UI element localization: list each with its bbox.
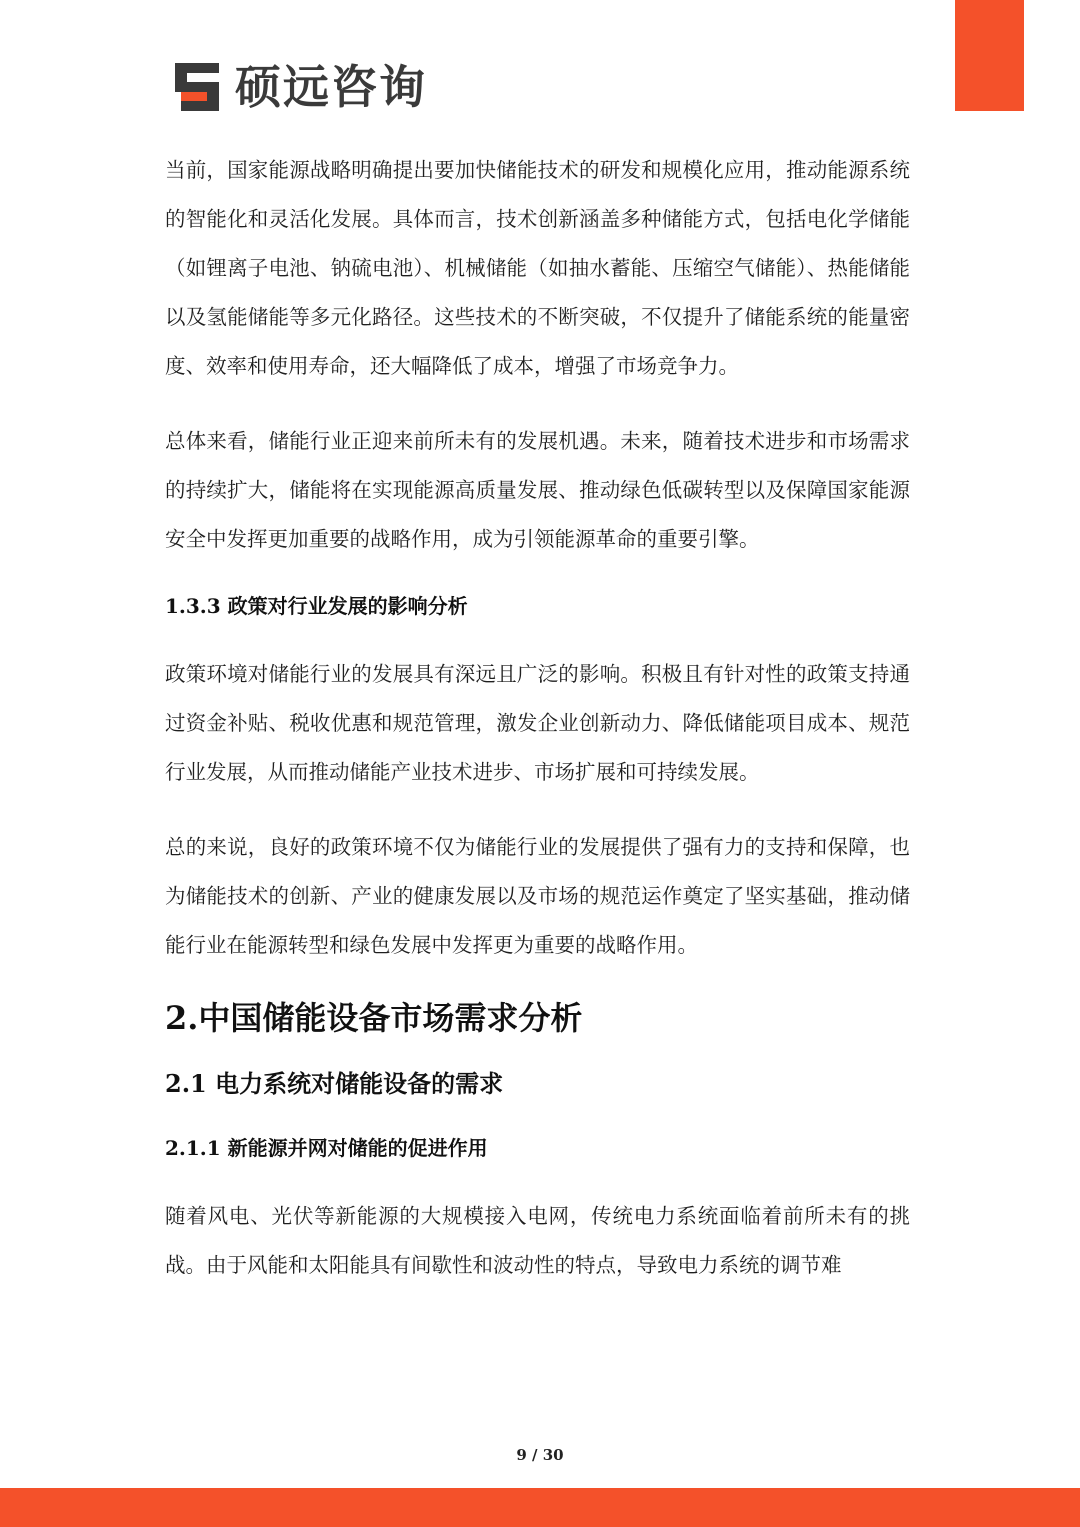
section-heading-2-1: 2.1 电力系统对储能设备的需求 (165, 1069, 504, 1098)
header (175, 60, 427, 114)
page-number: 9 / 30 (516, 1446, 564, 1464)
footer-accent-bar (0, 1488, 1080, 1527)
paragraph-policy-impact: 政策环境对储能行业的发展具有深远且广泛的影响。积极且有针对性的政策支持通过资金补贴、税收优惠和规范管理，激发企业创新动力、降低储能项目成本、规范行业发展，从而推动储能产业技术进步、市场扩展和可持续发展。 (165, 662, 910, 784)
paragraph-policy-summary: 总的来说，良好的政策环境不仅为储能行业的发展提供了强有力的支持和保障，也为储能技术的创新、产业的健康发展以及市场的规范运作奠定了坚实基础，推动储能行业在能源转型和绿色发展中发挥更为重要的战略作用。 (165, 835, 910, 957)
chapter-heading-2: 2.中国储能设备市场需求分析 (165, 999, 583, 1037)
section-heading-1-3-3: 1.3.3 政策对行业发展的影响分析 (165, 594, 468, 618)
paragraph-renewable-grid: 随着风电、光伏等新能源的大规模接入电网，传统电力系统面临着前所未有的挑战。由于风能和太阳能具有间歇性和波动性的特点，导致电力系统的调节难 (165, 1204, 910, 1277)
paragraph-energy-strategy: 当前，国家能源战略明确提出要加快储能技术的研发和规模化应用，推动能源系统的智能化和灵活化发展。具体而言，技术创新涵盖多种储能方式，包括电化学储能（如锂离子电池、钠硫电池）、机械储能（如抽水蓄能、压缩空气储能）、热能储能以及氢能储能等多元化路径。这些技术的不断突破，不仅提升了储能系统的能量密度、效率和使用寿命，还大幅降低了成本，增强了市场竞争力。 (165, 158, 910, 378)
document-body (165, 146, 910, 1316)
section-heading-2-1-1: 2.1.1 新能源并网对储能的促进作用 (165, 1136, 488, 1160)
brand-name: 硕远咨询 (235, 60, 427, 114)
corner-accent-tab (955, 0, 1024, 111)
paragraph-overall-outlook: 总体来看，储能行业正迎来前所未有的发展机遇。未来，随着技术进步和市场需求的持续扩大，储能将在实现能源高质量发展、推动绿色低碳转型以及保障国家能源安全中发挥更加重要的战略作用，成为引领能源革命的重要引擎。 (165, 429, 910, 551)
brand-s-logo-icon (175, 63, 225, 111)
